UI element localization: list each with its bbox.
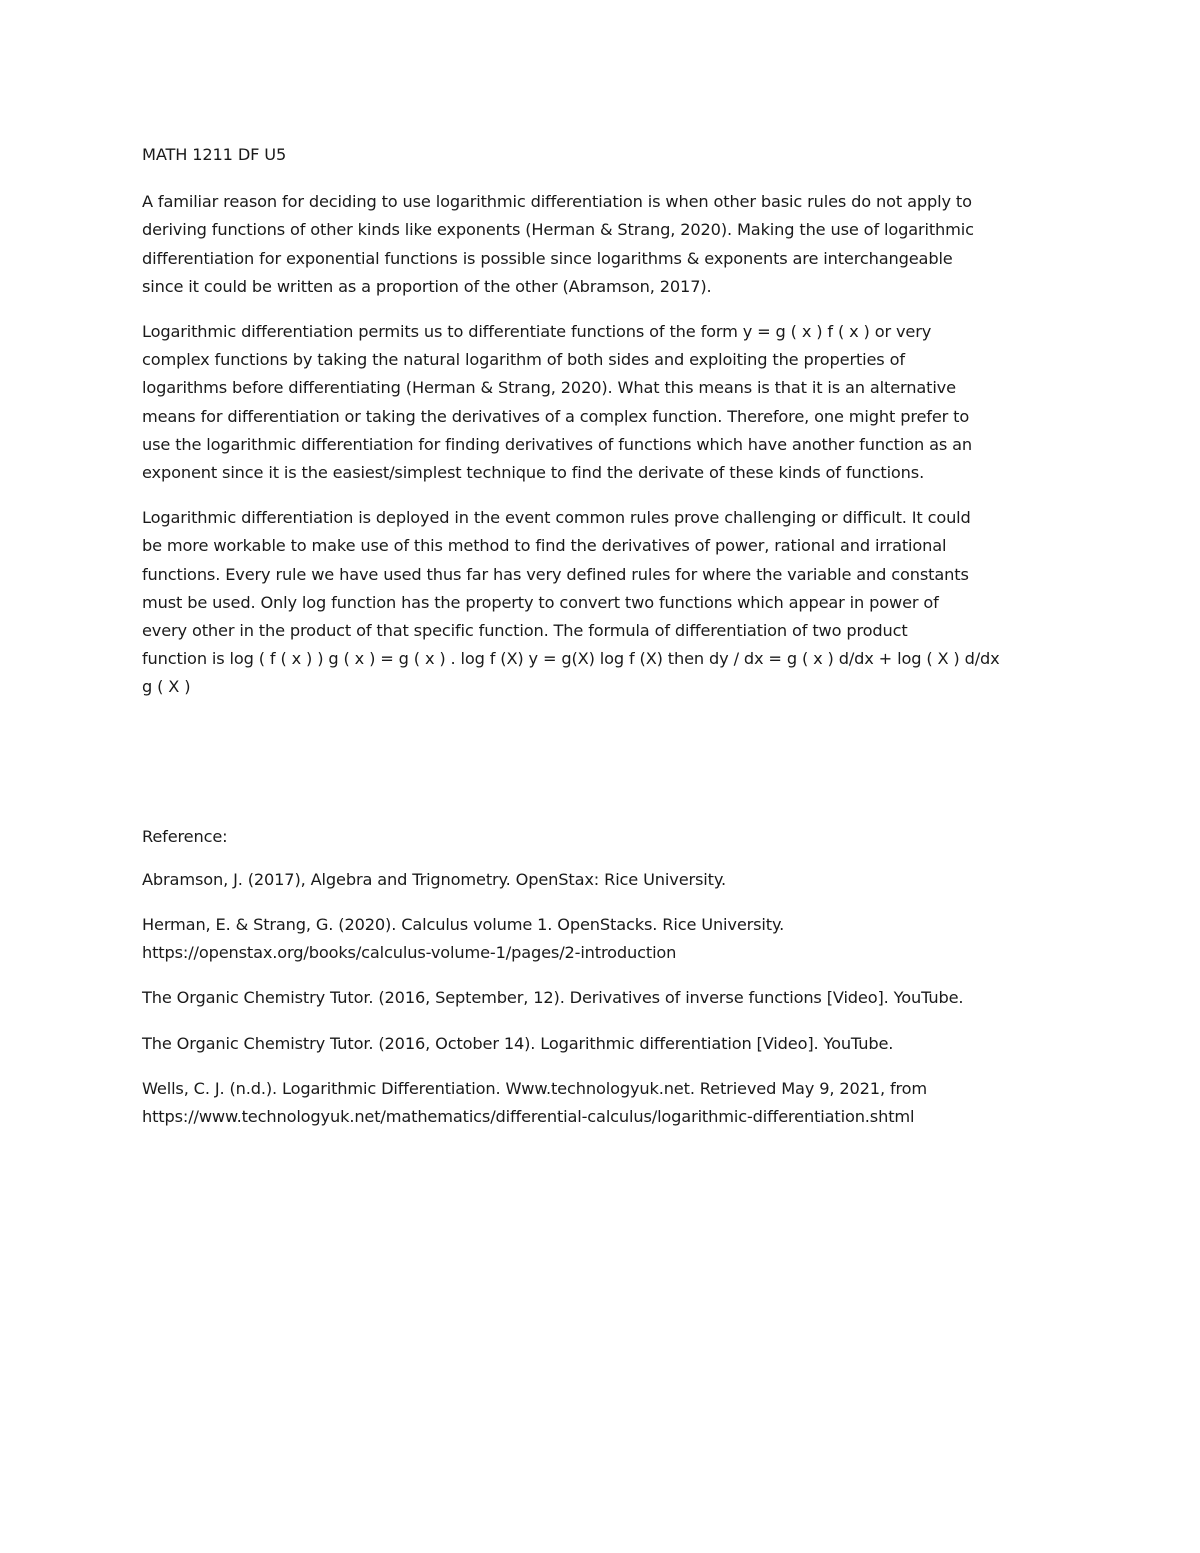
reference-line: Herman, E. & Strang, G. (2020). Calculus volume 1. OpenStacks. Rice University. — [142, 915, 785, 935]
paragraph-line: since it could be written as a proportion of the other (Abramson, 2017). — [142, 276, 712, 296]
paragraph-3 — [142, 504, 1062, 701]
paragraph-line: Logarithmic differentiation permits us to differentiate functions of the form y = g ( x ) f ( x ) or very — [142, 322, 932, 342]
paragraph-line: exponent since it is the easiest/simplest technique to find the derivate of these kinds of functions. — [142, 463, 925, 483]
reference-item — [142, 866, 1062, 894]
paragraph-line: be more workable to make use of this method to find the derivatives of power, rational and irrational — [142, 536, 947, 556]
paragraph-line: every other in the product of that specific function. The formula of differentiation of two product — [142, 621, 908, 641]
paragraph-line: complex functions by taking the natural logarithm of both sides and exploiting the properties of — [142, 350, 905, 370]
reference-heading-text: Reference: — [142, 826, 228, 846]
reference-item — [142, 1075, 1062, 1131]
paragraph-line: use the logarithmic differentiation for finding derivatives of functions which have another function as an — [142, 434, 973, 454]
reference-heading — [142, 823, 1062, 851]
paragraph-line: must be used. Only log function has the property to convert two functions which appear in power of — [142, 592, 939, 612]
reference-url: https://www.technologyuk.net/mathematics/differential-calculus/logarithmic-differentiation.shtml — [142, 1107, 915, 1127]
paragraph-line: functions. Every rule we have used thus far has very defined rules for where the variable and constants — [142, 564, 969, 584]
paragraph-line: A familiar reason for deciding to use logarithmic differentiation is when other basic rules do not apply to — [142, 192, 972, 212]
reference-item — [142, 1030, 1062, 1058]
document-title — [142, 141, 1062, 169]
reference-line: The Organic Chemistry Tutor. (2016, September, 12). Derivatives of inverse functions [Video]. YouTube. — [142, 988, 964, 1008]
reference-line: Abramson, J. (2017), Algebra and Trignometry. OpenStax: Rice University. — [142, 869, 726, 889]
paragraph-line: logarithms before differentiating (Herman & Strang, 2020). What this means is that it is an alternative — [142, 378, 956, 398]
reference-line: Wells, C. J. (n.d.). Logarithmic Differentiation. Www.technologyuk.net. Retrieved May 9, 2021, from — [142, 1078, 928, 1098]
paragraph-1 — [142, 188, 1062, 301]
title-text: MATH 1211 DF U5 — [142, 145, 287, 164]
paragraph-2 — [142, 318, 1062, 487]
paragraph-line: function is log ( f ( x ) ) g ( x ) = g ( x ) . log f (X) y = g(X) log f (X) then dy / dx = g ( x ) d/dx + log ( X ) d/dx — [142, 649, 1000, 669]
document-body — [142, 141, 1062, 1148]
paragraph-line: means for differentiation or taking the derivatives of a complex function. Therefore, one might prefer to — [142, 406, 970, 426]
reference-url: https://openstax.org/books/calculus-volume-1/pages/2-introduction — [142, 943, 677, 963]
paragraph-line: g ( X ) — [142, 677, 191, 697]
blank-space — [142, 719, 1062, 823]
reference-item — [142, 911, 1062, 967]
paragraph-line: differentiation for exponential functions is possible since logarithms & exponents are interchangeable — [142, 248, 953, 268]
reference-line: The Organic Chemistry Tutor. (2016, October 14). Logarithmic differentiation [Video]. YouTube. — [142, 1033, 894, 1053]
paragraph-line: Logarithmic differentiation is deployed in the event common rules prove challenging or difficult. It could — [142, 508, 971, 528]
paragraph-line: deriving functions of other kinds like exponents (Herman & Strang, 2020). Making the use of logarithmic — [142, 220, 974, 240]
reference-item — [142, 984, 1062, 1012]
